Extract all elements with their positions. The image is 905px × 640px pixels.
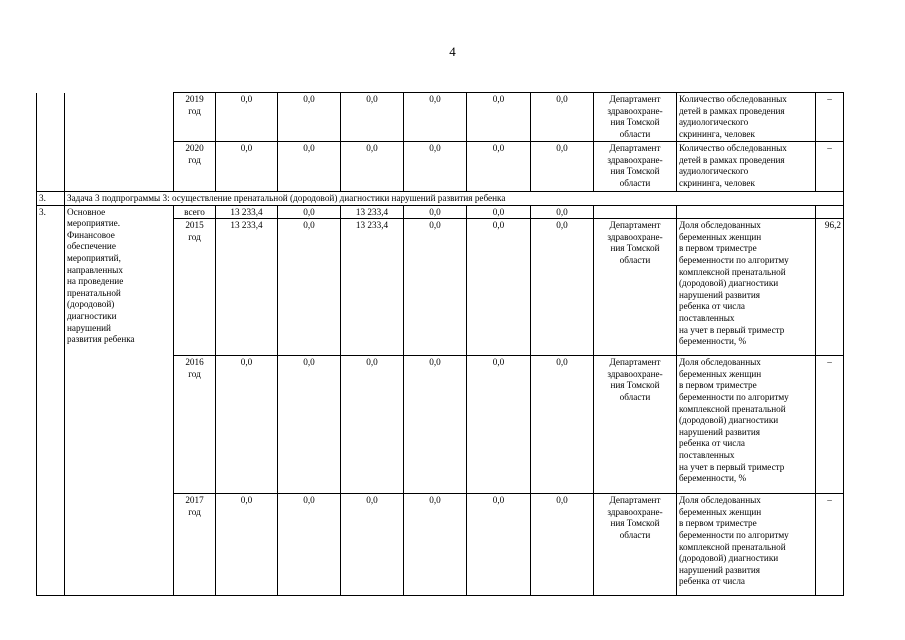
indicator-value-cell: –: [816, 356, 844, 494]
value-cell: 0,0: [278, 356, 341, 494]
value-cell: 0,0: [404, 205, 467, 219]
empty-cell: [65, 93, 174, 192]
value-cell: 0,0: [341, 494, 404, 596]
year-cell: всего: [174, 205, 216, 219]
value-cell: 0,0: [404, 142, 467, 192]
department-cell: Департамент здравоохране- ния Томской области: [594, 219, 677, 356]
value-cell: 0,0: [278, 205, 341, 219]
year-cell: 2020 год: [174, 142, 216, 192]
value-cell: 0,0: [531, 205, 594, 219]
value-cell: 0,0: [216, 494, 278, 596]
value-cell: 0,0: [341, 93, 404, 142]
year-cell: 2019 год: [174, 93, 216, 142]
value-cell: 0,0: [278, 219, 341, 356]
value-cell: 0,0: [531, 219, 594, 356]
event-number: 3.: [37, 205, 65, 596]
task-number: 3.: [37, 192, 65, 206]
indicator-value-cell: –: [816, 93, 844, 142]
value-cell: 0,0: [278, 142, 341, 192]
department-cell: Департамент здравоохране- ния Томской области: [594, 93, 677, 142]
empty-cell: [677, 205, 816, 219]
year-cell: 2015 год: [174, 219, 216, 356]
value-cell: 0,0: [467, 93, 531, 142]
indicator-value-cell: 96,2: [816, 219, 844, 356]
value-cell: 0,0: [404, 494, 467, 596]
value-cell: 0,0: [278, 494, 341, 596]
program-table: [36, 92, 844, 596]
value-cell: 13 233,4: [341, 219, 404, 356]
value-cell: 0,0: [531, 142, 594, 192]
empty-cell: [37, 93, 65, 192]
value-cell: 0,0: [341, 142, 404, 192]
indicator-cell: Доля обследованных беременных женщин в первом триместре беременности по алгоритму комплексной пренатальной (дородовой) диагностики нарушений развития ребенка от числа: [677, 494, 816, 596]
value-cell: 0,0: [531, 93, 594, 142]
indicator-cell: Доля обследованных беременных женщин в первом триместре беременности по алгоритму комплексной пренатальной (дородовой) диагностики нарушений развития ребенка от числа поставленных на учет в первый триместр беременности, %: [677, 356, 816, 494]
year-cell: 2017 год: [174, 494, 216, 596]
indicator-value-cell: –: [816, 494, 844, 596]
value-cell: 0,0: [531, 494, 594, 596]
table-row: [37, 205, 844, 219]
value-cell: 0,0: [531, 356, 594, 494]
value-cell: 13 233,4: [216, 219, 278, 356]
value-cell: 0,0: [467, 356, 531, 494]
value-cell: 0,0: [404, 219, 467, 356]
department-cell: Департамент здравоохране- ния Томской области: [594, 494, 677, 596]
event-name: Основное мероприятие. Финансовое обеспечение мероприятий, направленных на проведение пренатальной (дородовой) диагностики нарушений развития ребенка: [65, 205, 174, 596]
value-cell: 0,0: [467, 219, 531, 356]
task-row: [37, 192, 844, 206]
indicator-value-cell: –: [816, 142, 844, 192]
task-title: Задача 3 подпрограммы 3: осуществление пренатальной (дородовой) диагностики нарушений развития ребенка: [65, 192, 844, 206]
value-cell: 0,0: [216, 93, 278, 142]
department-cell: Департамент здравоохране- ния Томской области: [594, 142, 677, 192]
indicator-cell: Количество обследованных детей в рамках проведения аудиологического скрининга, человек: [677, 93, 816, 142]
value-cell: 13 233,4: [216, 205, 278, 219]
value-cell: 0,0: [467, 205, 531, 219]
empty-cell: [594, 205, 677, 219]
value-cell: 0,0: [404, 93, 467, 142]
indicator-cell: Количество обследованных детей в рамках проведения аудиологического скрининга, человек: [677, 142, 816, 192]
value-cell: 0,0: [278, 93, 341, 142]
year-cell: 2016 год: [174, 356, 216, 494]
value-cell: 0,0: [404, 356, 467, 494]
value-cell: 13 233,4: [341, 205, 404, 219]
department-cell: Департамент здравоохране- ния Томской области: [594, 356, 677, 494]
indicator-cell: Доля обследованных беременных женщин в первом триместре беременности по алгоритму комплексной пренатальной (дородовой) диагностики нарушений развития ребенка от числа поставленных на учет в первый триместр беременности, %: [677, 219, 816, 356]
value-cell: 0,0: [216, 356, 278, 494]
value-cell: 0,0: [467, 494, 531, 596]
value-cell: 0,0: [467, 142, 531, 192]
value-cell: 0,0: [341, 356, 404, 494]
value-cell: 0,0: [216, 142, 278, 192]
empty-cell: [816, 205, 844, 219]
table-row: [37, 93, 844, 142]
page-number: 4: [449, 44, 456, 59]
